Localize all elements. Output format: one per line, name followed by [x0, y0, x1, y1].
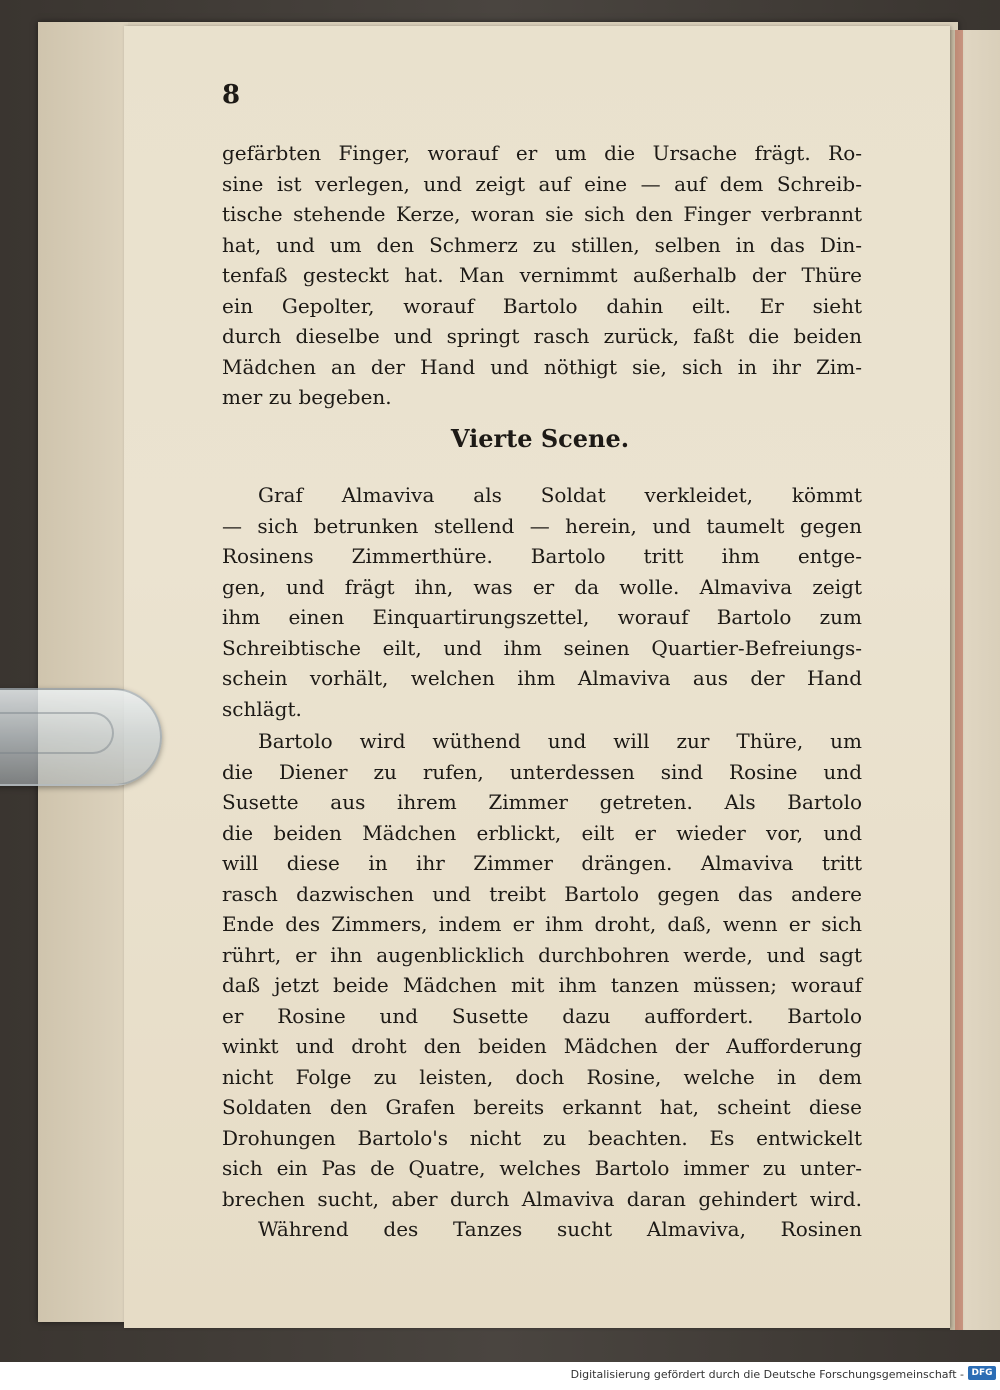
text-line: Rosinens Zimmerthüre. Bartolo tritt ihm entge-: [222, 544, 862, 568]
text-line: die Diener zu rufen, unterdessen sind Rosine und: [222, 759, 862, 784]
text-line: die beiden Mädchen erblickt, eilt er wieder vor, und: [222, 820, 862, 845]
text-line: winkt und droht den beiden Mädchen der Aufforderung: [222, 1034, 862, 1058]
right-page-red-edge: [955, 30, 963, 1330]
footer-credit: Digitalisierung gefördert durch die Deutsche Forschungsgemeinschaft -: [570, 1368, 964, 1381]
text-line: er Rosine und Susette dazu auffordert. Bartolo: [222, 1003, 862, 1028]
text-line: Bartolo wird wüthend und will zur Thüre, um: [258, 729, 862, 753]
text-line: ihm einen Einquartirungszettel, worauf Bartolo zum: [222, 605, 862, 629]
text-line: gefärbten Finger, worauf er um die Ursache frägt. Ro-: [222, 141, 862, 165]
text-line: durch dieselbe und springt rasch zurück, faßt die beiden: [222, 324, 862, 348]
text-line: rasch dazwischen und treibt Bartolo gegen das andere: [222, 881, 862, 906]
paper-clip-inner-loop: [0, 712, 114, 754]
text-line: — sich betrunken stellend — herein, und taumelt gegen: [222, 513, 862, 538]
text-line: schlägt.: [222, 696, 302, 721]
paragraph-3: [222, 726, 862, 1214]
text-line: Ende des Zimmers, indem er ihm droht, daß, wenn er sich: [222, 912, 862, 936]
text-line: ein Gepolter, worauf Bartolo dahin eilt. Er sieht: [222, 293, 862, 318]
text-line: brechen sucht, aber durch Almaviva daran gehindert wird.: [222, 1186, 862, 1211]
paragraph-2: [222, 480, 862, 724]
text-line: hat, und um den Schmerz zu stillen, selben in das Din-: [222, 232, 862, 257]
back-page-edge: [38, 22, 128, 1322]
page-number: 8: [222, 80, 241, 110]
text-line: rührt, er ihn augenblicklich durchbohren werde, und sagt: [222, 942, 862, 967]
text-line: will diese in ihr Zimmer drängen. Almaviva tritt: [222, 851, 862, 875]
text-line: tische stehende Kerze, woran sie sich den Finger verbrannt: [222, 202, 862, 226]
text-line: gen, und frägt ihn, was er da wolle. Almaviva zeigt: [222, 574, 862, 599]
text-line: mer zu begeben.: [222, 385, 392, 409]
paper-clip: [0, 688, 162, 786]
text-line: sine ist verlegen, und zeigt auf eine — auf dem Schreib-: [222, 171, 862, 196]
text-line: tenfaß gesteckt hat. Man vernimmt außerhalb der Thüre: [222, 263, 862, 287]
text-line: schein vorhält, welchen ihm Almaviva aus der Hand: [222, 666, 862, 690]
text-line: Drohungen Bartolo's nicht zu beachten. Es entwickelt: [222, 1125, 862, 1150]
text-line: Soldaten den Grafen bereits erkannt hat, scheint diese: [222, 1095, 862, 1119]
text-line: Während des Tanzes sucht Almaviva, Rosinen: [258, 1217, 862, 1241]
text-line: sich ein Pas de Quatre, welches Bartolo immer zu unter-: [222, 1156, 862, 1180]
scene-heading: Vierte Scene.: [450, 424, 630, 453]
text-line: nicht Folge zu leisten, doch Rosine, welche in dem: [222, 1064, 862, 1089]
dfg-logo: DFG: [968, 1366, 996, 1380]
text-line: daß jetzt beide Mädchen mit ihm tanzen müssen; worauf: [222, 973, 862, 997]
text-line: Schreibtische eilt, und ihm seinen Quartier-Befreiungs-: [222, 635, 862, 660]
paragraph-4: [222, 1214, 862, 1245]
text-line: Mädchen an der Hand und nöthigt sie, sich in ihr Zim-: [222, 354, 862, 379]
paragraph-1: [222, 138, 862, 413]
text-line: Susette aus ihrem Zimmer getreten. Als Bartolo: [222, 790, 862, 814]
text-line: Graf Almaviva als Soldat verkleidet, kömmt: [258, 483, 862, 507]
